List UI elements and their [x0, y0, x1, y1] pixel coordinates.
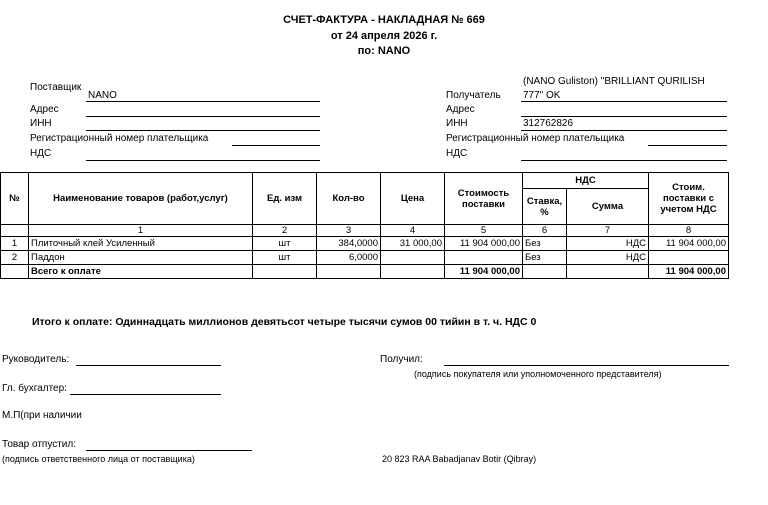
receiver-reg-label: Регистрационный номер плательщика	[446, 133, 625, 144]
doc-reference: 20 823 RAA Babadjanav Botir (Qibray)	[382, 454, 537, 464]
total-label: Всего к оплате	[29, 265, 253, 279]
director-signature-line	[76, 365, 221, 366]
receiver-nds-label: НДС	[446, 148, 468, 159]
stamp-label: М.П(при наличии	[2, 410, 82, 421]
document-contract: по: NANO	[357, 45, 411, 57]
total-empty	[523, 265, 567, 279]
summary-text: Итого к оплате: Одиннадцать миллионов девятьсот четыре тысячи сумов 00 тийин в т. ч. НДС 0	[32, 316, 537, 328]
receiver-label: Получатель	[446, 90, 501, 101]
supplier-underline	[86, 101, 320, 102]
receiver-value-line1: (NANO Guliston) "BRILLIANT QURILISH	[523, 76, 705, 87]
header-total-cost: Стоим. поставки с учетом НДС	[649, 173, 729, 225]
row-nds-rate: Без	[523, 237, 567, 251]
header-price: Цена	[381, 173, 445, 225]
row-price	[381, 251, 445, 265]
header-unit: Ед. изм	[253, 173, 317, 225]
accountant-label: Гл. бухгалтер:	[2, 383, 67, 394]
row-nds-rate: Без	[523, 251, 567, 265]
received-note: (подпись покупателя или уполномоченного представителя)	[414, 369, 662, 379]
row-total	[649, 251, 729, 265]
header-nds: НДС	[523, 173, 649, 189]
total-empty	[317, 265, 381, 279]
receiver-value-line2: 777" OK	[523, 90, 561, 101]
row-num: 2	[1, 251, 29, 265]
total-empty	[567, 265, 649, 279]
row-name: Плиточный клей Усиленный	[29, 237, 253, 251]
col-number: 2	[253, 225, 317, 237]
receiver-inn-value: 312762826	[523, 118, 574, 129]
col-number	[1, 225, 29, 237]
row-nds-sum: НДС	[567, 237, 649, 251]
supplier-address-underline	[86, 116, 320, 117]
col-number: 7	[567, 225, 649, 237]
supplier-nds-label: НДС	[30, 148, 52, 159]
supplier-label: Поставщик	[30, 82, 82, 93]
col-number: 5	[445, 225, 523, 237]
row-total: 11 904 000,00	[649, 237, 729, 251]
supplier-reg-label: Регистрационный номер плательщика	[30, 133, 209, 144]
receiver-inn-label: ИНН	[446, 118, 468, 129]
total-empty	[1, 265, 29, 279]
total-with-nds: 11 904 000,00	[649, 265, 729, 279]
document-title: СЧЕТ-ФАКТУРА - НАКЛАДНАЯ № 669	[283, 14, 485, 26]
receiver-address-label: Адрес	[446, 104, 475, 115]
supplier-address-label: Адрес	[30, 104, 59, 115]
col-number: 3	[317, 225, 381, 237]
total-empty	[253, 265, 317, 279]
receiver-underline	[521, 101, 727, 102]
receiver-inn-underline	[521, 130, 727, 131]
released-signature-line	[86, 450, 252, 451]
supplier-reg-underline	[232, 145, 320, 146]
supplier-inn-label: ИНН	[30, 118, 52, 129]
header-nds-sum: Сумма	[567, 189, 649, 225]
supplier-nds-underline	[86, 160, 320, 161]
released-note: (подпись ответственного лица от поставщика)	[2, 454, 195, 464]
header-name: Наименование товаров (работ,услуг)	[29, 173, 253, 225]
row-price: 31 000,00	[381, 237, 445, 251]
row-qty: 384,0000	[317, 237, 381, 251]
table-total-row	[1, 265, 729, 279]
row-name: Паддон	[29, 251, 253, 265]
col-number: 1	[29, 225, 253, 237]
total-cost: 11 904 000,00	[445, 265, 523, 279]
row-nds-sum: НДС	[567, 251, 649, 265]
receiver-nds-underline	[521, 160, 727, 161]
invoice-table	[0, 172, 729, 279]
header-nds-rate: Ставка, %	[523, 189, 567, 225]
row-num: 1	[1, 237, 29, 251]
row-qty: 6,0000	[317, 251, 381, 265]
header-num: №	[1, 173, 29, 225]
row-unit: шт	[253, 237, 317, 251]
table-row	[1, 237, 729, 251]
col-number: 6	[523, 225, 567, 237]
row-cost: 11 904 000,00	[445, 237, 523, 251]
document-date: от 24 апреля 2026 г.	[330, 30, 438, 42]
supplier-inn-underline	[86, 130, 320, 131]
director-label: Руководитель:	[2, 354, 70, 365]
received-label: Получил:	[380, 354, 423, 365]
row-unit: шт	[253, 251, 317, 265]
header-cost: Стоимость поставки	[445, 173, 523, 225]
receiver-address-underline	[521, 116, 727, 117]
supplier-value: NANO	[88, 90, 117, 101]
col-number: 4	[381, 225, 445, 237]
header-qty: Кол-во	[317, 173, 381, 225]
row-cost	[445, 251, 523, 265]
received-signature-line	[444, 365, 729, 366]
released-label: Товар отпустил:	[2, 439, 76, 450]
receiver-reg-underline	[648, 145, 727, 146]
accountant-signature-line	[70, 394, 221, 395]
table-row	[1, 251, 729, 265]
total-empty	[381, 265, 445, 279]
col-number: 8	[649, 225, 729, 237]
